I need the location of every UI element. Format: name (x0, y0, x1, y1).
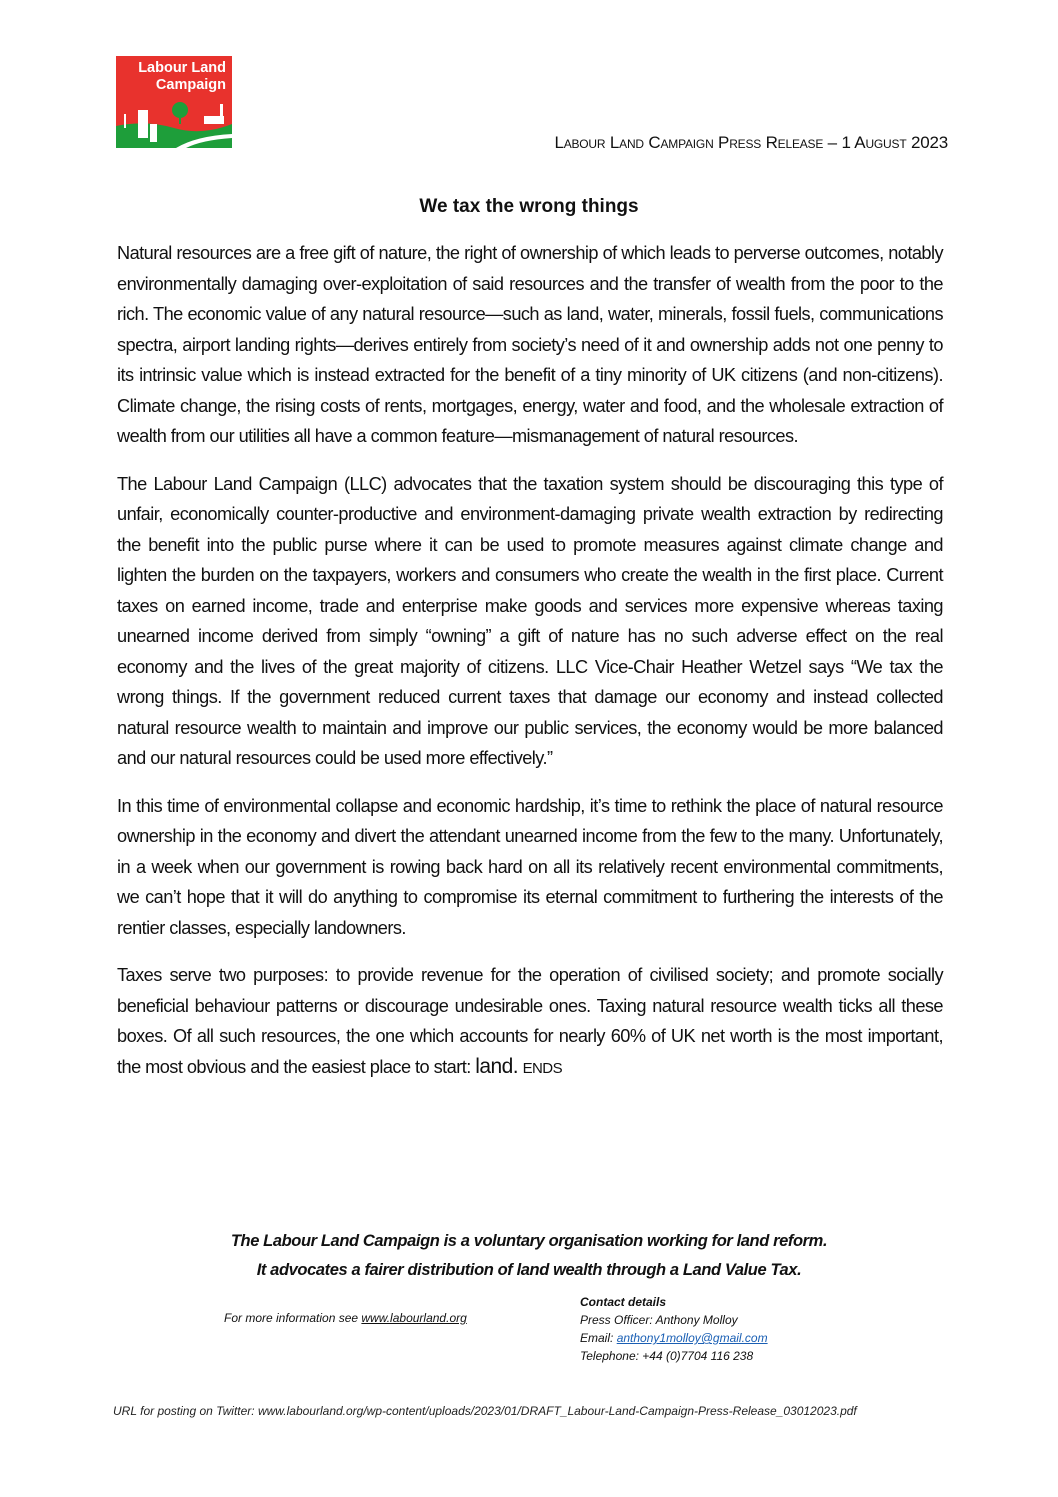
page-title: We tax the wrong things (419, 196, 639, 217)
paragraph-final (117, 960, 943, 1084)
email-line (580, 1329, 768, 1347)
tagline-line-1: The Labour Land Campaign is a voluntary organisation working for land reform. (230, 1232, 828, 1250)
logo-line-1: Labour Land (138, 60, 226, 76)
body-text (117, 238, 943, 1101)
contact-heading: Contact details (580, 1295, 667, 1309)
logo-line-2: Campaign (155, 77, 226, 93)
paragraph: In this time of environmental collapse and economic hardship, it’s time to rethink the place of natural resource ownership in the economy and divert the attendant unearned income from the few to the many. Unfortunately, in a week when our government is rowing back hard on all its relatively recent environmental commitments, we can’t hope that it will do anything to compromise its eternal commitment to furthering the interests of the rentier classes, especially landowners. (117, 795, 943, 938)
email-link[interactable]: anthony1molloy@gmail.com (616, 1331, 768, 1345)
website-link[interactable]: www.labourland.org (361, 1311, 467, 1325)
email-label: Email: (580, 1331, 617, 1345)
twitter-url-footer: URL for posting on Twitter: www.labourland.org/wp-content/uploads/2023/01/DRAFT_Labour-Land-Campaign-Press-Release_03012023.pdf (113, 1404, 857, 1418)
more-info (224, 1311, 467, 1325)
tagline-line-2: It advocates a fairer distribution of land wealth through a Land Value Tax. (256, 1261, 802, 1279)
more-info-prefix: For more information see (224, 1311, 362, 1325)
ends-marker: ENDS (522, 1059, 563, 1077)
press-release-header: Labour Land Campaign Press Release – 1 August 2023 (554, 133, 948, 152)
tagline (0, 1227, 1058, 1285)
paragraph: The Labour Land Campaign (LLC) advocates that the taxation system should be discouraging this type of unfair, economically counter-productive and environment-damaging private wealth extraction by redirecting the benefit into the public purse where it can be used to promote measures against climate change and lighten the burden on the taxpayers, workers and consumers who create the wealth in the first place. Current taxes on earned income, trade and enterprise make goods and services more expensive whereas taxing unearned income derived from simply “owning” a gift of nature has no such adverse effect on the real economy and the lives of the great majority of citizens. LLC Vice-Chair Heather Wetzel says “We tax the wrong things. If the government reduced current taxes that damage our economy and instead collected natural resource wealth to maintain and improve our public services, the economy would be more balanced and our natural resources could be used more effectively.” (117, 473, 943, 768)
labour-land-campaign-logo (116, 56, 232, 148)
logo-landscape-icon (116, 98, 232, 148)
paragraph: Natural resources are a free gift of nature, the right of ownership of which leads to perverse outcomes, notably environmentally damaging over-exploitation of said resources and the transfer of wealth from the poor to the rich. The economic value of any natural resource—such as land, water, minerals, fossil fuels, communications spectra, airport landing rights—derives entirely from society’s need of it and ownership adds not one penny to its intrinsic value which is instead extracted for the benefit of a tiny minority of UK citizens (and non-citizens). Climate change, the rising costs of rents, mortgages, energy, water and food, and the wholesale extraction of wealth from our utilities all have a common feature—mismanagement of natural resources. (117, 243, 943, 446)
land-word: land. (475, 1054, 519, 1078)
logo-text (138, 60, 226, 94)
telephone: Telephone: +44 (0)7704 116 238 (580, 1349, 754, 1363)
press-officer: Press Officer: Anthony Molloy (580, 1313, 738, 1327)
paragraph-final-text: Taxes serve two purposes: to provide revenue for the operation of civilised society; and promote socially beneficial behaviour patterns or discourage undesirable ones. Taxing natural resource wealth ticks all these boxes. Of all such resources, the one which accounts for nearly 60% of UK net worth is the most important, the most obvious and the easiest place to start: (117, 965, 943, 1077)
contact-details (580, 1293, 768, 1365)
